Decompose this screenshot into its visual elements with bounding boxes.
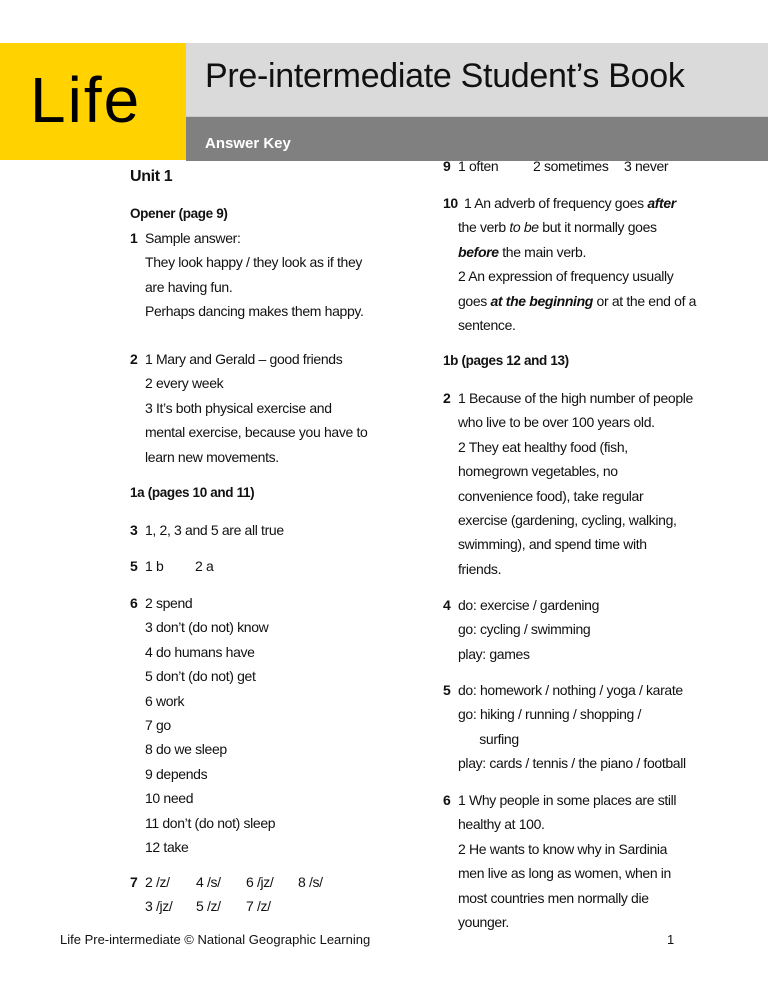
title-band bbox=[186, 43, 768, 116]
answer-text: men live as long as women, when in bbox=[458, 865, 671, 882]
emphasis-text: before bbox=[458, 243, 499, 260]
answer-line bbox=[458, 861, 763, 885]
answer-text: 2 every week bbox=[145, 375, 224, 392]
logo-text: Life bbox=[30, 64, 142, 136]
answer-line bbox=[145, 226, 430, 250]
item-number: 3 bbox=[130, 522, 138, 538]
answer-cell: 3 never bbox=[624, 158, 669, 174]
answer-line bbox=[458, 410, 763, 434]
answer-line bbox=[458, 910, 763, 934]
answer-line bbox=[145, 396, 430, 420]
item-body bbox=[145, 554, 430, 578]
item-body bbox=[145, 591, 430, 859]
answer-text: 1, 2, 3 and 5 are all true bbox=[145, 522, 284, 538]
answer-cell: 7 /z/ bbox=[246, 898, 271, 915]
item-body bbox=[145, 870, 430, 919]
answer-text: goes bbox=[458, 292, 491, 309]
answer-cell: 2 sometimes bbox=[533, 158, 609, 174]
item-number: 2 bbox=[130, 351, 138, 367]
answer-item bbox=[130, 347, 430, 469]
answer-cell: 1 b bbox=[145, 558, 164, 574]
answer-line bbox=[145, 591, 430, 615]
answer-line bbox=[458, 532, 763, 556]
answer-cell: 4 /s/ bbox=[196, 874, 221, 890]
item-body bbox=[458, 191, 763, 337]
answer-line bbox=[145, 371, 430, 395]
answer-cell: 2 /z/ bbox=[145, 874, 170, 890]
answer-text: 2 He wants to know why in Sardinia bbox=[458, 840, 668, 857]
answer-item bbox=[443, 678, 763, 776]
answer-text: Perhaps dancing makes them happy. bbox=[145, 303, 364, 320]
answer-line bbox=[145, 835, 430, 859]
answer-line bbox=[145, 786, 430, 810]
answer-line bbox=[145, 518, 430, 542]
item-number: 6 bbox=[443, 792, 451, 808]
answer-text: 6 work bbox=[145, 692, 185, 709]
answer-row bbox=[458, 154, 763, 178]
section-heading: 1b (pages 12 and 13) bbox=[443, 353, 569, 368]
answer-line bbox=[145, 811, 430, 835]
answer-item bbox=[443, 386, 763, 581]
item-number: 5 bbox=[443, 682, 451, 698]
answer-cell: 6 /jz/ bbox=[246, 874, 274, 890]
item-body bbox=[145, 347, 430, 469]
section-heading: Opener (page 9) bbox=[130, 206, 228, 221]
answer-line bbox=[458, 642, 763, 666]
item-number: 10 bbox=[443, 195, 458, 211]
answer-text: 1 Why people in some places are still bbox=[458, 792, 677, 808]
answer-line bbox=[458, 386, 763, 410]
item-number: 1 bbox=[130, 230, 138, 246]
answer-text: younger. bbox=[458, 913, 509, 930]
answer-row bbox=[145, 894, 430, 918]
answer-text: swimming), and spend time with bbox=[458, 536, 647, 553]
answer-text: 2 They eat healthy food (fish, bbox=[458, 438, 628, 455]
answer-text: or at the end of a bbox=[593, 292, 697, 309]
answer-line bbox=[145, 664, 430, 688]
answer-item bbox=[130, 518, 430, 542]
answer-text: go: cycling / swimming bbox=[458, 621, 591, 638]
book-title: Pre-intermediate Student’s Book bbox=[205, 57, 685, 95]
answer-line bbox=[145, 713, 430, 737]
item-body bbox=[145, 518, 430, 542]
answer-item bbox=[443, 154, 763, 178]
answer-row bbox=[145, 554, 430, 578]
answer-cell: 1 often bbox=[458, 158, 499, 174]
answer-text: surfing bbox=[458, 730, 519, 747]
item-number: 6 bbox=[130, 595, 138, 611]
item-body bbox=[145, 226, 430, 324]
answer-item bbox=[443, 593, 763, 666]
answer-line bbox=[458, 215, 763, 239]
answer-line bbox=[458, 886, 763, 910]
answer-line bbox=[145, 299, 430, 323]
answer-text: 2 An expression of frequency usually bbox=[458, 268, 674, 285]
answer-line bbox=[458, 508, 763, 532]
answer-line bbox=[458, 459, 763, 483]
answer-text: mental exercise, because you have to bbox=[145, 424, 368, 441]
answer-text: 8 do we sleep bbox=[145, 741, 227, 758]
section-heading: 1a (pages 10 and 11) bbox=[130, 485, 255, 500]
answer-text: go: hiking / running / shopping / bbox=[458, 706, 642, 723]
answer-item bbox=[443, 788, 763, 934]
unit-title: Unit 1 bbox=[130, 168, 173, 185]
item-number: 9 bbox=[443, 158, 451, 174]
page-number: 1 bbox=[667, 932, 675, 947]
answer-line bbox=[458, 593, 763, 617]
answer-cell: 2 a bbox=[195, 558, 214, 574]
answer-item bbox=[130, 591, 430, 859]
answer-text: 1 Because of the high number of people bbox=[458, 390, 693, 406]
answer-line bbox=[145, 737, 430, 761]
answer-text: play: cards / tennis / the piano / football bbox=[458, 755, 686, 772]
answer-line bbox=[145, 615, 430, 639]
answer-text: They look happy / they look as if they bbox=[145, 254, 363, 271]
answer-line bbox=[145, 347, 430, 371]
answer-line bbox=[458, 557, 763, 581]
answer-line bbox=[145, 640, 430, 664]
item-body bbox=[458, 154, 763, 178]
answer-text: 1 An adverb of frequency goes bbox=[464, 195, 648, 211]
answer-line bbox=[458, 678, 763, 702]
answer-line bbox=[458, 313, 763, 337]
answer-item bbox=[130, 226, 430, 324]
item-number: 5 bbox=[130, 558, 138, 574]
item-number: 2 bbox=[443, 390, 451, 406]
answer-line bbox=[458, 812, 763, 836]
answer-text: exercise (gardening, cycling, walking, bbox=[458, 511, 677, 528]
answer-line bbox=[145, 275, 430, 299]
emphasis-text: at the beginning bbox=[490, 292, 594, 309]
answer-line bbox=[458, 837, 763, 861]
answer-text: homegrown vegetables, no bbox=[458, 463, 618, 480]
answer-line bbox=[145, 250, 430, 274]
answer-cell: 5 /z/ bbox=[196, 898, 221, 915]
answer-line bbox=[458, 435, 763, 459]
answer-text: 12 take bbox=[145, 838, 189, 855]
answer-item bbox=[130, 554, 430, 578]
answer-line bbox=[458, 264, 763, 288]
answer-text: convenience food), take regular bbox=[458, 487, 644, 504]
answer-cell: 8 /s/ bbox=[298, 874, 323, 890]
answer-text: the main verb. bbox=[498, 243, 587, 260]
item-body bbox=[458, 386, 763, 581]
answer-text: but it normally goes bbox=[538, 219, 657, 236]
answer-text: 9 depends bbox=[145, 765, 208, 782]
answer-item bbox=[130, 870, 430, 919]
answer-line bbox=[458, 240, 763, 264]
item-number: 7 bbox=[130, 874, 138, 890]
answer-text: 4 do humans have bbox=[145, 643, 255, 660]
answer-text: 3 don’t (do not) know bbox=[145, 619, 269, 636]
answer-text: 2 spend bbox=[145, 595, 193, 611]
answer-text: are having fun. bbox=[145, 278, 233, 295]
answer-text: do: homework / nothing / yoga / karate bbox=[458, 682, 683, 698]
answer-row bbox=[145, 870, 430, 894]
answer-text: sentence. bbox=[458, 316, 516, 333]
answer-line bbox=[145, 762, 430, 786]
answer-key-label: Answer Key bbox=[205, 135, 291, 152]
answer-text: 10 need bbox=[145, 790, 194, 807]
answer-line bbox=[145, 445, 430, 469]
answer-text: most countries men normally die bbox=[458, 889, 649, 906]
answer-text: 7 go bbox=[145, 716, 171, 733]
answer-text: play: games bbox=[458, 645, 530, 662]
emphasis-text: to be bbox=[509, 219, 539, 236]
answer-text: 11 don’t (do not) sleep bbox=[145, 814, 276, 831]
item-body bbox=[458, 788, 763, 934]
answer-line bbox=[145, 420, 430, 444]
emphasis-text: after bbox=[647, 195, 676, 211]
answer-cell: 3 /jz/ bbox=[145, 898, 173, 915]
answer-text: healthy at 100. bbox=[458, 816, 545, 833]
answer-text: 5 don’t (do not) get bbox=[145, 668, 256, 685]
answer-text: 1 Mary and Gerald – good friends bbox=[145, 351, 343, 367]
answer-line bbox=[458, 289, 763, 313]
answer-text: Sample answer: bbox=[145, 230, 241, 246]
answer-line bbox=[464, 191, 763, 215]
answer-text: the verb bbox=[458, 219, 510, 236]
item-number: 4 bbox=[443, 597, 451, 613]
answer-text: do: exercise / gardening bbox=[458, 597, 600, 613]
answer-line bbox=[458, 727, 763, 751]
item-body bbox=[458, 678, 763, 776]
answer-item bbox=[443, 191, 763, 337]
answer-text: who live to be over 100 years old. bbox=[458, 414, 655, 431]
answer-line bbox=[458, 484, 763, 508]
answer-text: learn new movements. bbox=[145, 448, 279, 465]
answer-text: friends. bbox=[458, 560, 502, 577]
item-body bbox=[458, 593, 763, 666]
life-logo bbox=[0, 43, 186, 160]
answer-line bbox=[458, 751, 763, 775]
answer-line bbox=[458, 788, 763, 812]
answer-text: 3 It’s both physical exercise and bbox=[145, 399, 332, 416]
answer-line bbox=[458, 617, 763, 641]
answer-line bbox=[145, 689, 430, 713]
answer-line bbox=[458, 702, 763, 726]
footer-credit: Life Pre-intermediate © National Geographic Learning bbox=[60, 932, 371, 947]
